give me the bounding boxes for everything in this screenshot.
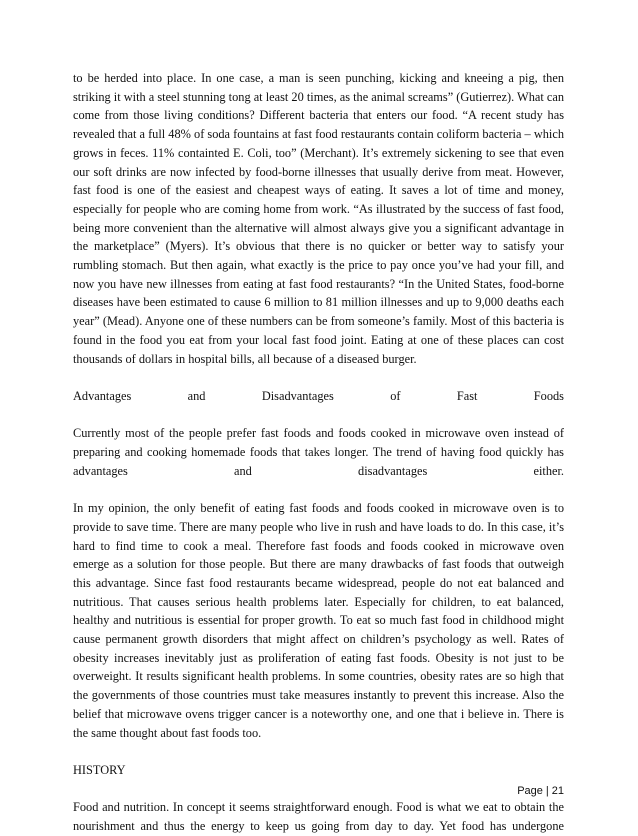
page-label: Page: [517, 785, 543, 797]
page-separator: |: [545, 785, 549, 797]
body-paragraph: Food and nutrition. In concept it seems straightforward enough. Food is what we eat to obtain the nourishment and thus the energy to keep us going from day to day. Yet food has undergone: [73, 800, 564, 834]
document-page: [73, 69, 564, 836]
section-heading: HISTORY: [73, 762, 126, 777]
body-paragraph: Currently most of the people prefer fast foods and foods cooked in microwave oven instead of preparing and cooking homemade foods that takes longer. The trend of having food quickly has advantages and disadvantages either.: [73, 426, 564, 478]
body-paragraph: to be herded into place. In one case, a man is seen punching, kicking and kneeing a pig, then striking it with a steel stunning tong at least 20 times, as the animal screams” (Gutierrez). What can come from those living conditions? Different bacteria that enters our food. “A recent study has revealed that a full 48% of soda fountains at fast food restaurants contain coliform bacteria – which grows in feces. 11% containted E. Coli, too” (Merchant). It’s extremely sickening to see that even our soft drinks are now infected by food-borne illnesses that usually derive from meat. However, fast food is one of the easiest and cheapest ways of eating. It saves a lot of time and money, especially for people who are coming home from work. “As illustrated by the success of fast food, being more convenient than the alternative will almost always give you a significant advantage in the marketplace” (Myers). It’s obvious that there is no quicker or better way to satisfy your rumbling stomach. But then again, what exactly is the price to pay once you’ve had your fill, and now you have new illnesses from eating at fast food restaurants? “In the United States, food-borne diseases have been estimated to cause 6 million to 81 million illnesses and up to 9,000 deaths each year” (Mead). Anyone one of these numbers can be from someone’s family. Most of this bacteria is found in the food you eat from your local fast food joint. Eating at one of these places can cost thousands of dollars in hospital bills, all because of a diseased burger.: [73, 71, 564, 366]
page-footer: [517, 785, 564, 797]
page-number: 21: [551, 785, 564, 797]
body-paragraph: In my opinion, the only benefit of eating fast foods and foods cooked in microwave oven is to provide to save time. There are many people who live in rush and have loads to do. In this case, it’s hard to find time to cook a meal. Therefore fast foods and foods cooked in microwave oven emerge as a solution for those people. But there are many drawbacks of fast foods that outweigh this advantage. Since fast food restaurants became widespread, people do not eat balanced and nutritious. That causes serious health problems later. Especially for children, to eat balanced, healthy and nutritious is essential for proper growth. To eat so much fast food in childhood might cause permanent growth disorders that might affect on children’s psychology as well. Rates of obesity increases inevitably just as proliferation of eating fast foods. Obesity is not just to be overweight. It results significant health problems. In some countries, obesity rates are so high that the governments of those countries must take measures instantly to prevent this increase. Also the belief that microwave ovens trigger cancer is a noteworthy one, and one that i believe in. There is the same thought about fast foods too.: [73, 501, 564, 740]
section-heading: Advantages and Disadvantages of Fast Foods: [73, 388, 564, 403]
